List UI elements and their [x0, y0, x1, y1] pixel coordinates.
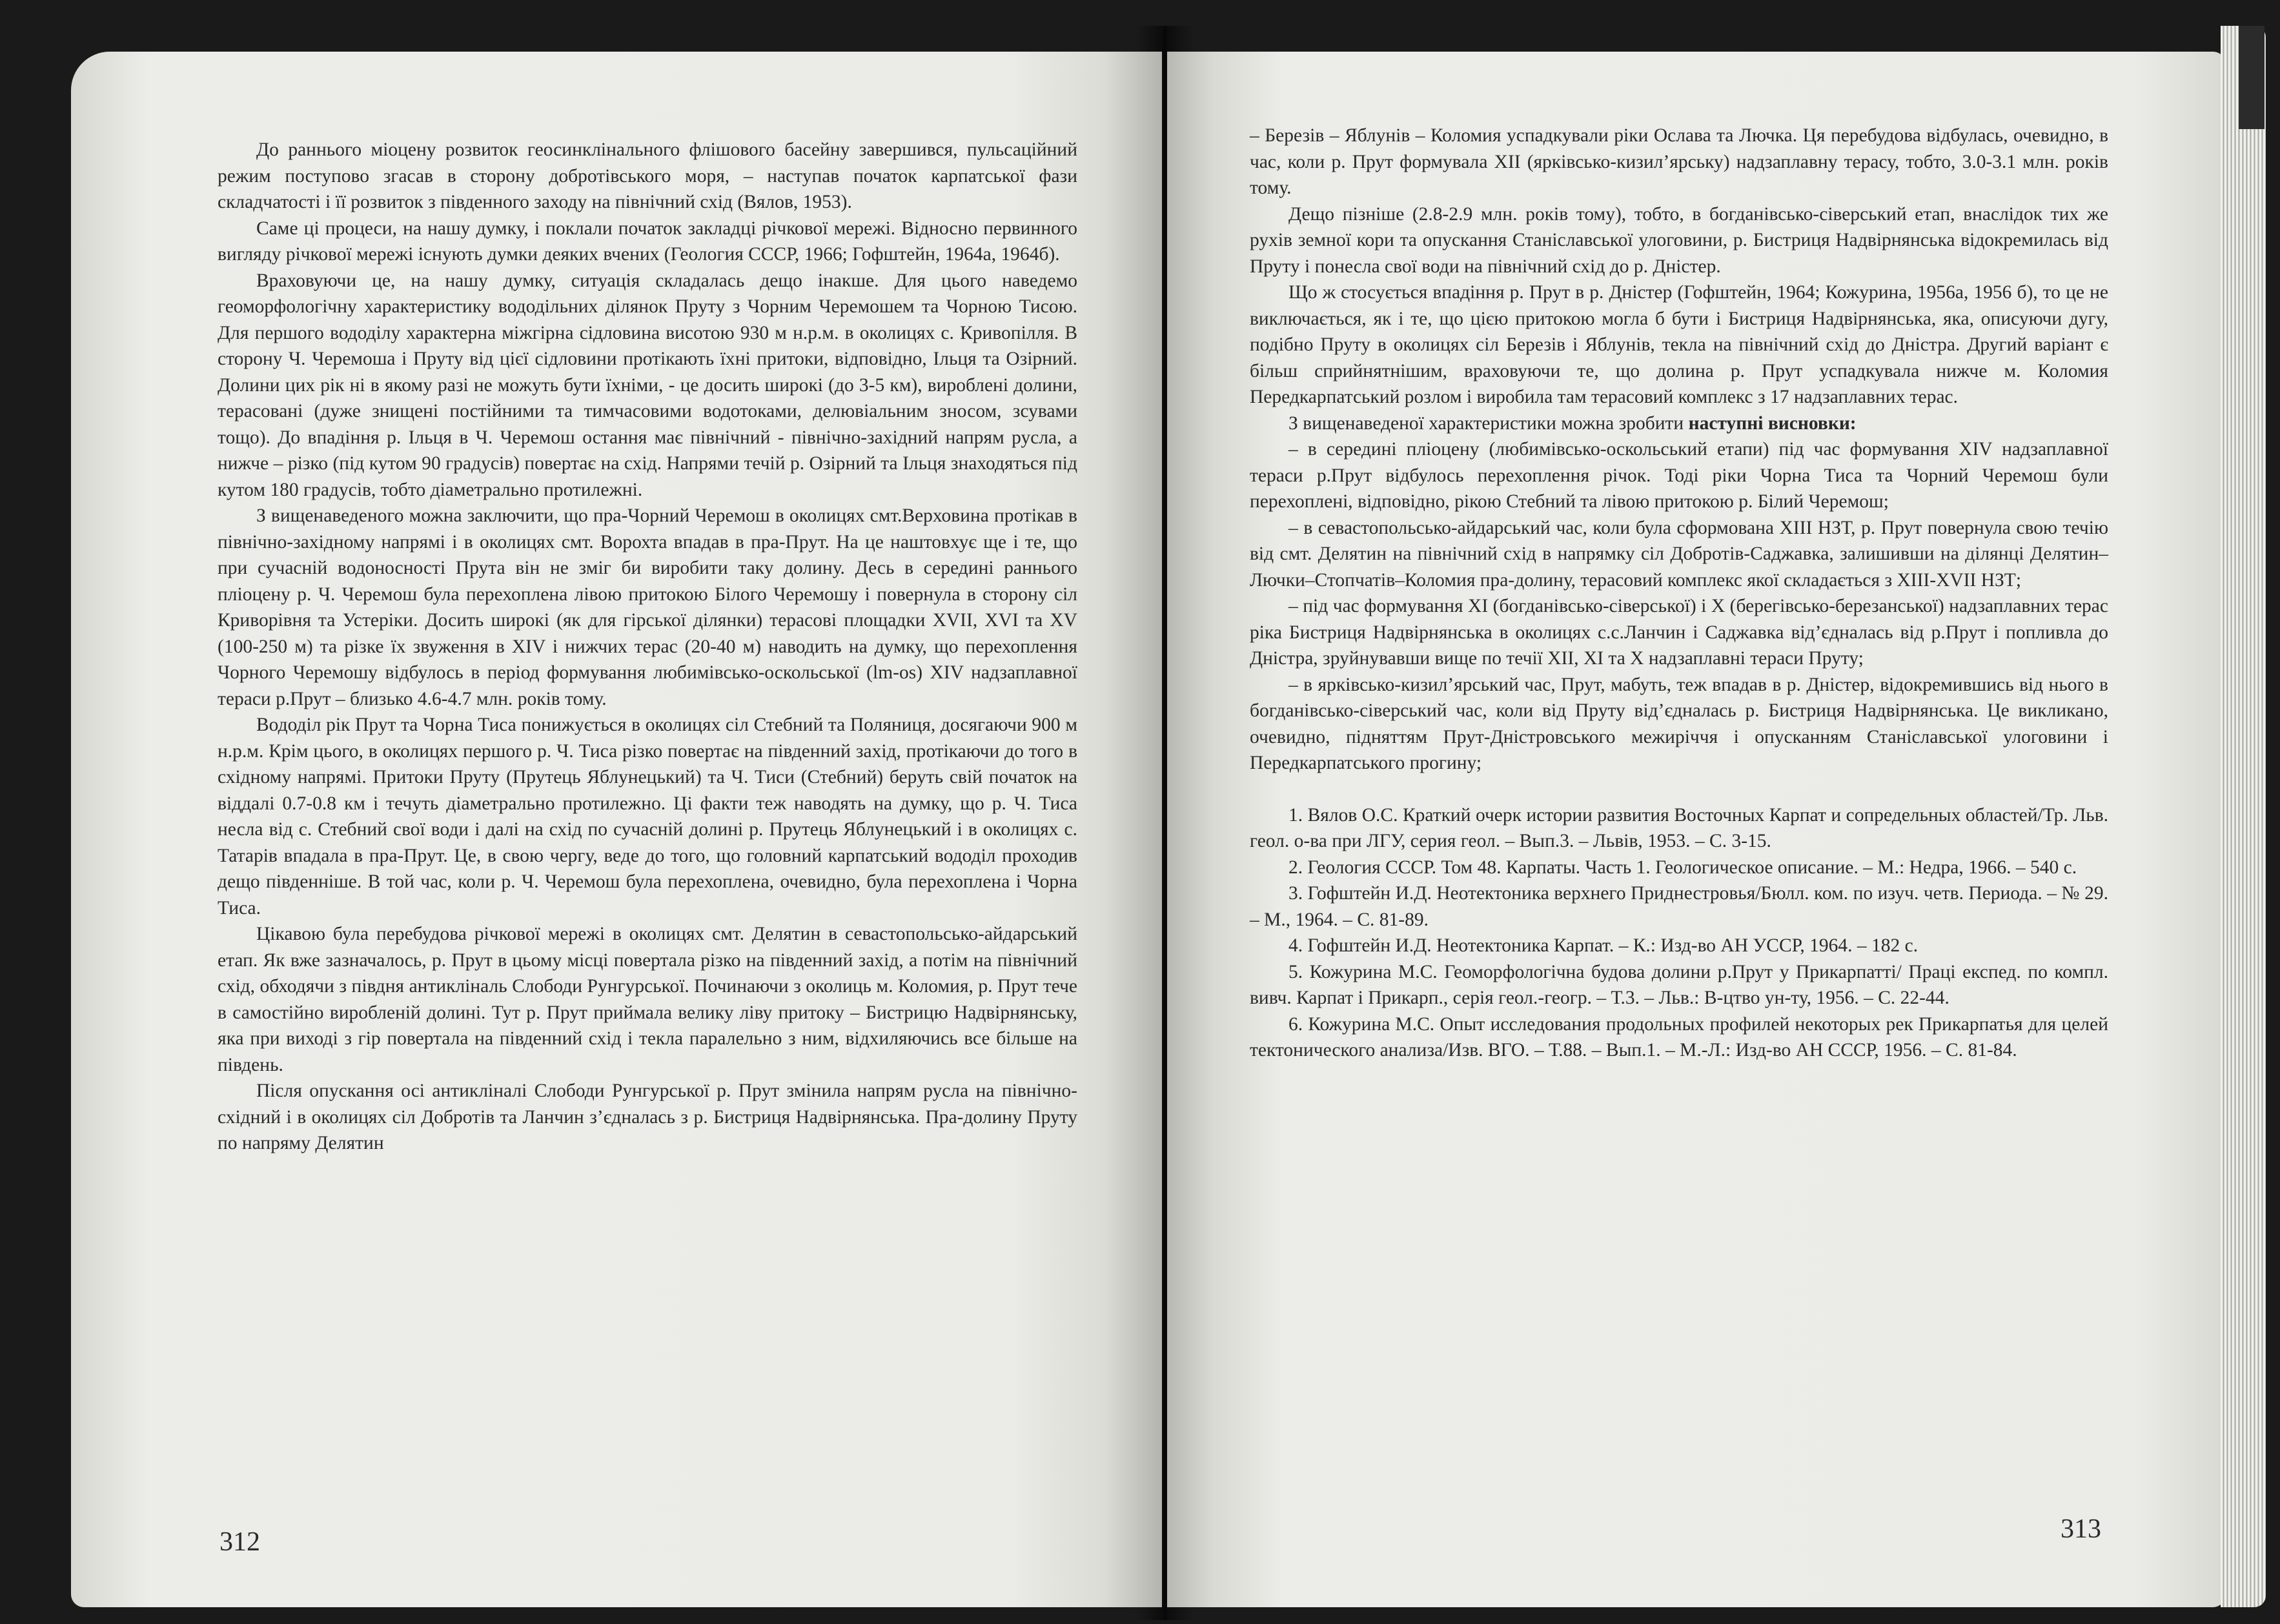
page-edges	[2221, 26, 2266, 1607]
reference-item: 2. Геология СССР. Том 48. Карпаты. Часть 1. Геологическое описание. – М.: Недра, 1966. – 540 с.	[1288, 857, 2077, 878]
conclusions-heading	[1250, 411, 2108, 437]
paragraph: – Березів – Яблунів – Коломия успадкували ріки Ослава та Лючка. Ця перебудова відбулась, очевидно, в час, коли р. Прут формувала XII (яркiвсько-кизил’ярську) надзаплавну терасу, тобто, 3.0-3.1 млн. років тому.	[1250, 125, 2108, 198]
conclusions-intro: З вищенаведеної характеристики можна зробити	[1288, 412, 1684, 434]
section-gap	[1250, 776, 2108, 802]
reference-item: 1. Вялов О.С. Краткий очерк истории развития Восточных Карпат и сопредельных областей/Тр. Льв. геол. о-ва при ЛГУ, серия геол. – Вып.3. – Львів, 1953. – С. 3-15.	[1250, 804, 2108, 851]
right-page-text	[1250, 123, 2108, 1064]
paragraph: До раннього міоцену розвиток геосинклінального флішового басейну завершився, пульсаційний режим поступово згасав в сторону добротівського моря, – наступав початок карпатської фази складчатості і її розвиток з південного заходу на північний схід (Вялов, 1953).	[218, 139, 1077, 212]
paragraph: Саме ці процеси, на нашу думку, і поклали початок закладці річкової мережі. Відносно первинного вигляду річкової мережі існують думки деяких вчених (Геология СССР, 1966; Гофштейн, 1964а, 1964б).	[218, 218, 1077, 265]
paragraph: З вищенаведеного можна заключити, що пра-Чорний Черемош в околицях смт.Верховина протікав в північно-західному напрямі і в околицях смт. Ворохта впадав в пра-Прут. На це наштовхує ще і те, що при сучасній водоносності Прута він не зміг би виробити таку долину. Десь в середині раннього пліоцену р. Ч. Черемош була перехоплена лівою притокою Білого Черемошу і повернула в сторону сіл Криворівня та Устеріки. Досить широкі (як для гірської ділянки) терасові площадки XVII, XVI та XV (100-250 м) та різке їх звуження в XIV і нижчих терас (20-40 м) наводить на думку, що перехоплення Чорного Черемошу відбулось в період формування любимівсько-оскольської (lm-os) XIV надзаплавної тераси р.Прут – близько 4.6-4.7 млн. років тому.	[218, 505, 1077, 709]
paragraph: Цікавою була перебудова річкової мережі в околицях смт. Делятин в севастопольсько-айдарський етап. Як вже зазначалось, р. Прут в цьому місці повертала різко на південний захід, а потім на північний схід, обходячи з півдня антикліналь Слободи Рунгурської. Починаючи з околиць м. Коломия, р. Прут тече в самостійно виробленій долині. Тут р. Прут приймала велику ліву притоку – Бистрицю Надвірнянську, яка при виході з гір повертала на південний схід і текла паралельно з ним, відхиляючись все більше на південь.	[218, 924, 1077, 1075]
paragraph: Після опускання осі антикліналі Слободи Рунгурської р. Прут змінила напрям русла на північно-східний і в околицях сіл Добротів та Ланчин з’єдналась з р. Бистриця Надвірнянська. Пра-долину Пруту по напряму Делятин	[218, 1081, 1077, 1153]
paragraph: Враховуючи це, на нашу думку, ситуація складалась дещо інакше. Для цього наведемо геоморфологічну характеристику вододільних ділянок Пруту з Чорним Черемошем та Чорною Тисою. Для першого вододілу характерна міжгірна сідловина висотою 930 м н.р.м. в околицях с. Кривопілля. В сторону Ч. Черемоша і Пруту від цієї сідловини протікають їхні притоки, відповідно, Ільця та Озірний. Долини цих рік ні в якому разі не можуть бути їхніми, - це досить широкі (до 3-5 км), вироблені долини, терасовані (дуже знищені постійними та тимчасовими водотоками, делювіальним зносом, зсувами тощо). До впадіння р. Ільця в Ч. Черемош остання має північний - північно-західний напрям русла, а нижче – різко (під кутом 90 градусів) повертає на схід. Напрями течій р. Озірний та Ільця знаходяться під кутом 180 градусів, тобто діаметрально протилежні.	[218, 270, 1077, 500]
page-number: 313	[2061, 1514, 2101, 1544]
paragraph: Дещо пізніше (2.8-2.9 млн. років тому), тобто, в богданівсько-сіверський етап, внаслідок тих же рухів земної кори та опускання Станіславської улоговини, р. Бистриця Надвірнянська відокремилась від Пруту і понесла свої води на північний схід до р. Дністер.	[1250, 203, 2108, 277]
conclusions-bold: наступні висновки:	[1688, 412, 1857, 434]
reference-item: 4. Гофштейн И.Д. Неотектоника Карпат. – К.: Изд-во АН УССР, 1964. – 182 с.	[1288, 935, 1919, 956]
paragraph: Що ж стосується впадіння р. Прут в р. Дністер (Гофштейн, 1964; Кожурина, 1956а, 1956 б), то це не виключається, як і те, що цією притокою могла б бути і Бистриця Надвірнянська, яка, описуючи дугу, подібно Пруту в околицях сіл Березів і Яблунів, текла на північний схід до Дністра. Другий варіант є більш сприйнятнішим, враховуючи те, що долина р. Прут успадкувала нижче м. Коломия Передкарпатський розлом і виробила там терасовий комплекс з 17 надзаплавних терас.	[1250, 282, 2108, 407]
reference-item: 5. Кожурина М.С. Геоморфологічна будова долини р.Прут у Прикарпатті/ Праці експед. по компл. вивч. Карпат і Прикарп., серія геол.-геогр. – Т.3. – Льв.: В-цтво ун-ту, 1956. – С. 22-44.	[1250, 961, 2108, 1008]
conclusion-item: – в середині пліоцену (любимівсько-оскольський етапи) під час формування XIV надзаплавної тераси р.Прут відбулось перехоплення річок. Тоді ріки Чорна Тиса та Чорний Черемош були перехоплені, відповідно, рікою Стебний та лівою притокою р. Білий Черемош;	[1250, 439, 2108, 512]
conclusion-item: – під час формування XI (богданівсько-сіверської) і X (берегівсько-березанської) надзаплавних терас ріка Бистриця Надвірнянська в околицях с.с.Ланчин і Саджавка від’єдналась від р.Прут і попливла до Дністра, зруйнувавши вище по течії XII, XI та X надзаплавні тераси Пруту;	[1250, 596, 2108, 669]
conclusion-item: – в яркiвсько-кизил’ярський час, Прут, мабуть, теж впадав в р. Дністер, відокремившись від нього в богданівсько-сіверський час, коли від Пруту від’єдналась р. Бистриця Надвірнянська. Це викликано, очевидно, підняттям Прут-Дністровського межиріччя і опусканням Станіславської улоговини і Передкарпатського прогину;	[1250, 674, 2108, 773]
page-number: 312	[219, 1527, 260, 1557]
conclusion-item: – в севастопольсько-айдарський час, коли була сформована XIII НЗТ, р. Прут повернула свою течію від смт. Делятин на північний схід в напрямку сіл Добротів-Саджавка, залишивши на ділянці Делятин–Лючки–Стопчатів–Коломия пра-долину, терасовий комплекс якої складається з XIII-XVII НЗТ;	[1250, 517, 2108, 591]
paragraph: Вододіл рік Прут та Чорна Тиса понижується в околицях сіл Стебний та Поляниця, досягаючи 900 м н.р.м. Крім цього, в околицях першого р. Ч. Тиса різко повертає на південний захід, протікаючи до того в східному напрямі. Притоки Пруту (Прутець Яблунецький) та Ч. Тиси (Стебний) беруть свій початок на віддалі 0.7-0.8 км і течуть діаметрально протилежно. Ці факти теж наводять на думку, що р. Ч. Тиса несла від с. Стебний свої води і далі на схід по сучасній долині р. Прутець Яблунецький і в околицях с. Татарів впадала в пра-Прут. Це, в свою чергу, веде до того, що головний карпатський вододіл проходив дещо південніше. В той час, коли р. Ч. Черемош була перехоплена, очевидно, була перехоплена і Чорна Тиса.	[218, 715, 1077, 919]
left-page-text	[218, 137, 1077, 1157]
reference-item: 6. Кожурина М.С. Опыт исследования продольных профилей некоторых рек Прикарпатья для целей тектонического анализа/Изв. ВГО. – Т.88. – Вып.1. – М.-Л.: Изд-во АН СССР, 1956. – С. 81-84.	[1250, 1013, 2108, 1061]
bookmark-tab	[2239, 26, 2265, 129]
reference-item: 3. Гофштейн И.Д. Неотектоника верхнего Приднестровья/Бюлл. ком. по изуч. четв. Периода. – № 29. – М., 1964. – С. 81-89.	[1250, 883, 2108, 930]
